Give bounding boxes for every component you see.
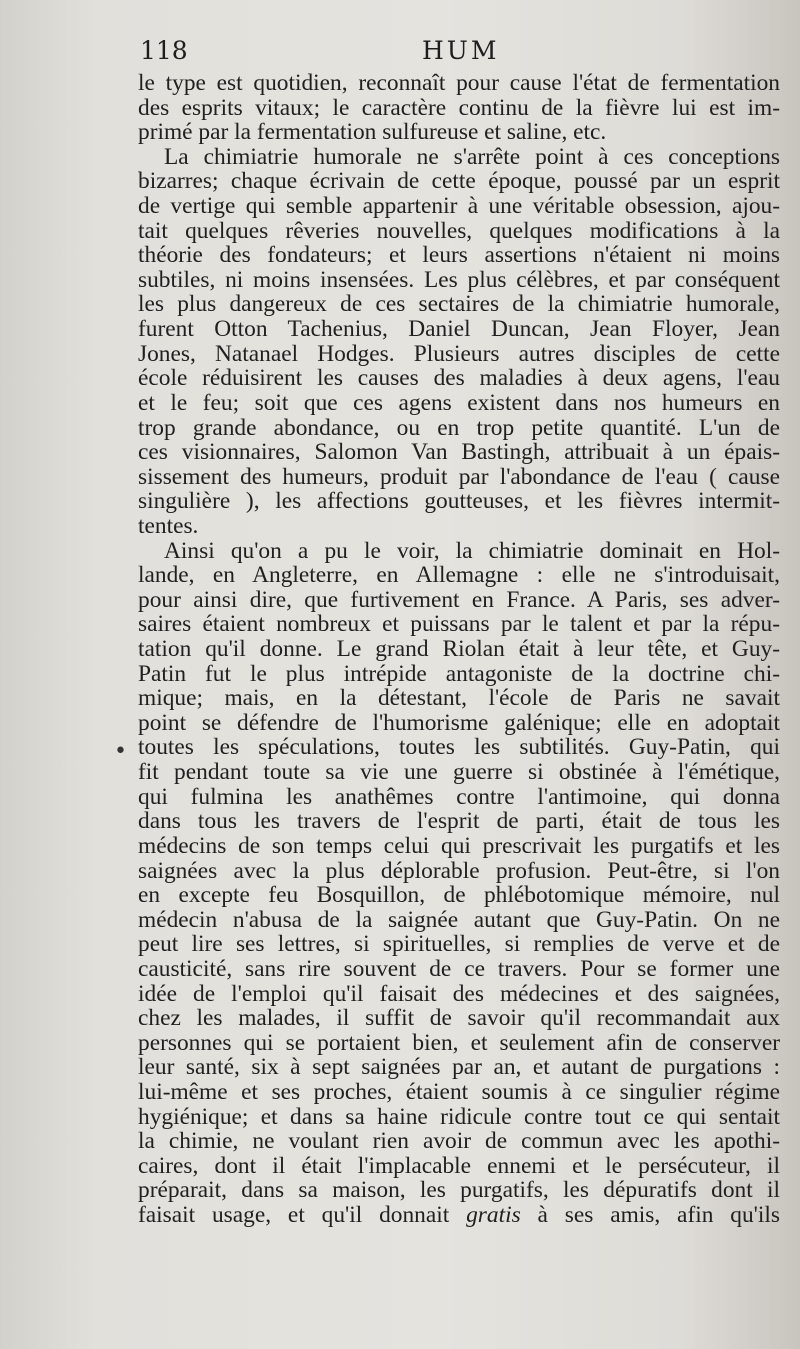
text-line: point se défendre de l'humorisme galénique; elle en adoptait (138, 709, 780, 736)
text-line: de vertige qui semble appartenir à une véritable obsession, ajou- (138, 193, 780, 220)
running-head: HUM (422, 36, 500, 65)
page-number: 118 (140, 36, 188, 65)
text-line: causticité, sans rire souvent de ce travers. Pour se former une (138, 955, 780, 982)
text-line: Ainsi qu'on a pu le voir, la chimiatrie dominait en Hol- (164, 537, 780, 564)
text-line: école réduisirent les causes des maladies à deux agens, l'eau (138, 365, 780, 392)
body-text (138, 71, 780, 1228)
text-segment: faisait usage, et qu'il donnait (138, 1202, 450, 1229)
text-line: caires, dont il était l'implacable ennemi et le persécuteur, il (138, 1152, 780, 1179)
text-line: des esprits vitaux; le caractère continu de la fièvre lui est im- (138, 94, 780, 121)
text-line: peut lire ses lettres, si spirituelles, si remplies de verve et de (138, 931, 780, 958)
text-line: saignées avec la plus déplorable profusion. Peut-être, si l'on (138, 857, 780, 884)
text-line: fit pendant toute sa vie une guerre si obstinée à l'émétique, (138, 759, 780, 786)
margin-mark: • (114, 739, 127, 764)
text-line: lui-même et ses proches, étaient soumis à ce singulier régime (138, 1078, 780, 1105)
text-line: qui fulmina les anathêmes contre l'antimoine, qui donna (138, 783, 780, 810)
text-line: préparait, dans sa maison, les purgatifs, les dépuratifs dont il (138, 1177, 780, 1204)
text-line: personnes qui se portaient bien, et seulement afin de conserver (138, 1029, 780, 1056)
text-line: médecins de son temps celui qui prescrivait les purgatifs et les (138, 832, 780, 859)
text-line: en excepte feu Bosquillon, de phlébotomique mémoire, nul (138, 882, 780, 909)
text-line: hygiénique; et dans sa haine ridicule contre tout ce qui sentait (138, 1103, 780, 1130)
italic-word: gratis (466, 1202, 521, 1229)
text-line: lande, en Angleterre, en Allemagne : elle ne s'introduisait, (138, 562, 780, 589)
text-line: sissement des humeurs, produit par l'abondance de l'eau ( cause (138, 463, 780, 490)
text-line: leur santé, six à sept saignées par an, et autant de purgations : (138, 1054, 780, 1081)
text-line: toutes les spéculations, toutes les subtilités. Guy-Patin, qui (138, 734, 780, 761)
text-line: tait quelques rêveries nouvelles, quelques modifications à la (138, 217, 780, 244)
text-line: bizarres; chaque écrivain de cette époque, poussé par un esprit (138, 168, 780, 195)
text-line: primé par la fermentation sulfureuse et saline, etc. (138, 119, 607, 146)
text-line-mixed (138, 1203, 780, 1228)
text-line: subtiles, ni moins insensées. Les plus célèbres, et par conséquent (138, 266, 780, 293)
text-line: dans tous les travers de l'esprit de parti, était de tous les (138, 808, 780, 835)
text-line: chez les malades, il suffit de savoir qu'il recommandait aux (138, 1005, 780, 1032)
text-segment: à ses amis, afin qu'ils (537, 1202, 780, 1229)
text-line: le type est quotidien, reconnaît pour cause l'état de fermentation (138, 70, 780, 96)
text-line: saires étaient nombreux et puissans par le talent et par la répu- (138, 611, 780, 638)
text-line: singulière ), les affections goutteuses, et les fièvres intermit- (138, 488, 780, 515)
text-line: ces visionnaires, Salomon Van Bastingh, attribuait à un épais- (138, 439, 780, 466)
text-line: tation qu'il donne. Le grand Riolan était à leur tête, et Guy- (138, 636, 780, 663)
text-line: furent Otton Tachenius, Daniel Duncan, Jean Floyer, Jean (138, 316, 780, 343)
text-line: théorie des fondateurs; et leurs assertions n'étaient ni moins (138, 242, 780, 269)
text-line: médecin n'abusa de la saignée autant que Guy-Patin. On ne (138, 906, 780, 933)
text-line: Jones, Natanael Hodges. Plusieurs autres disciples de cette (138, 340, 780, 367)
text-line: tentes. (138, 512, 199, 539)
text-line: idée de l'emploi qu'il faisait des médecines et des saignées, (138, 980, 780, 1007)
text-line: La chimiatrie humorale ne s'arrête point à ces conceptions (164, 143, 780, 170)
text-line: Patin fut le plus intrépide antagoniste de la doctrine chi- (138, 660, 780, 687)
text-line: trop grande abondance, ou en trop petite quantité. L'un de (138, 414, 780, 441)
text-line: et le feu; soit que ces agens existent dans nos humeurs en (138, 389, 780, 416)
text-line: les plus dangereux de ces sectaires de la chimiatrie humorale, (138, 291, 780, 318)
text-line: pour ainsi dire, que furtivement en France. A Paris, ses adver- (138, 586, 780, 613)
text-line: la chimie, ne voulant rien avoir de commun avec les apothi- (138, 1128, 780, 1155)
text-line: mique; mais, en la détestant, l'école de Paris ne savait (138, 685, 780, 712)
